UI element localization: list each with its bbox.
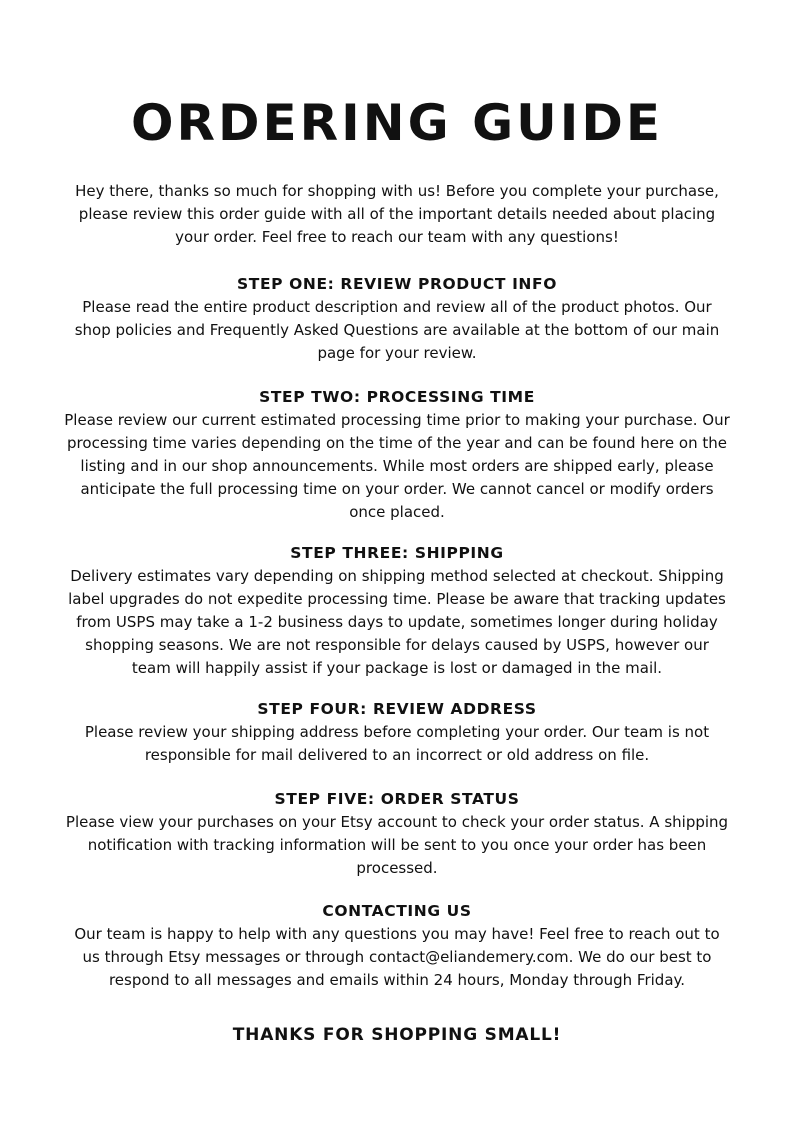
section-body: Our team is happy to help with any questions you may have! Feel free to reach out to us through Etsy messages or through contact@eliandemery.com. We do our best to respond to all messages and emails within 24 hours, Monday through Friday. [74,925,720,989]
section-heading: STEP FIVE: ORDER STATUS [274,790,520,808]
section-step-five [64,788,730,880]
page-title: ORDERING GUIDE [131,94,663,152]
section-contacting-us [64,900,730,992]
footer-tagline: THANKS FOR SHOPPING SMALL! [232,1025,562,1045]
section-body: Please review your shipping address before completing your order. Our team is not responsible for mail delivered to an incorrect or old address on file. [84,723,710,764]
section-body: Please review our current estimated processing time prior to making your purchase. Our processing time varies depending on the time of the year and can be found here on the listing and in our shop announcements. While most orders are shipped early, please anticipate the full processing time on your order. We cannot cancel or modify orders once placed. [64,411,730,521]
section-heading: STEP ONE: REVIEW PRODUCT INFO [237,275,557,293]
section-heading: STEP FOUR: REVIEW ADDRESS [257,700,537,718]
section-step-three [64,542,730,680]
section-heading: STEP THREE: SHIPPING [290,544,504,562]
intro-paragraph: Hey there, thanks so much for shopping with us! Before you complete your purchase, please review this order guide with all of the important details needed about placing your order. Feel free to reach our team with any questions! [75,182,719,246]
section-body: Please view your purchases on your Etsy account to check your order status. A shipping notification with tracking information will be sent to you once your order has been processed. [65,813,729,877]
section-body: Delivery estimates vary depending on shipping method selected at checkout. Shipping label upgrades do not expedite processing time. Please be aware that tracking updates from USPS may take a 1-2 business days to update, sometimes longer during holiday shopping seasons. We are not responsible for delays caused by USPS, however our team will happily assist if your package is lost or damaged in the mail. [68,567,726,677]
section-heading: STEP TWO: PROCESSING TIME [259,388,535,406]
section-body: Please read the entire product description and review all of the product photos. Our shop policies and Frequently Asked Questions are available at the bottom of our main page for your review. [74,298,720,362]
section-heading: CONTACTING US [322,902,472,920]
section-step-one [64,273,730,365]
section-step-four [64,698,730,767]
section-step-two [64,386,730,524]
